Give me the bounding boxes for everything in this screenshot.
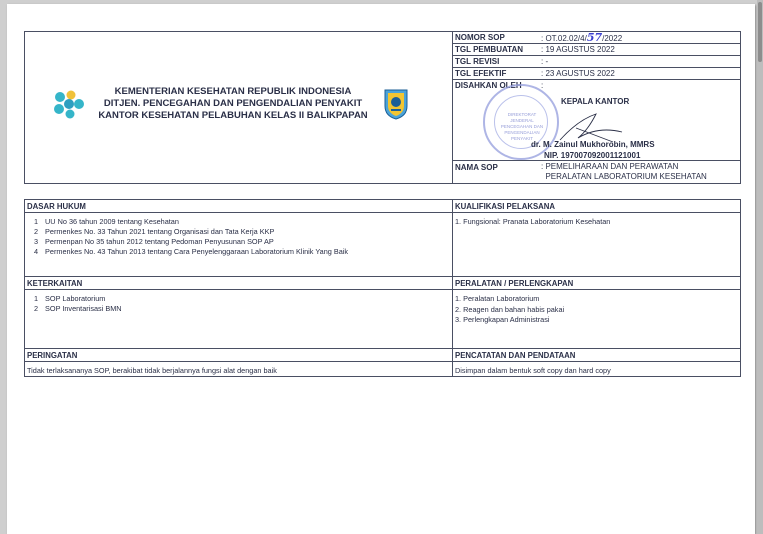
vertical-scrollbar[interactable] [757,0,763,534]
signer-nip: NIP. 197007092001121001 [544,151,641,160]
nomor-sop-label: NOMOR SOP [455,33,505,42]
keterkaitan-header: KETERKAITAN [25,277,452,290]
kualifikasi-list [455,217,610,228]
nomor-prefix: : OT.02.02/4/ [541,34,587,43]
tgl-pembuatan-label: TGL PEMBUATAN [455,45,523,54]
list-item: 1. Fungsional: Pranata Laboratorium Kesehatan [455,217,611,226]
institution-name [95,86,371,122]
dasar-hukum-list [29,217,348,257]
tgl-revisi-label: TGL REVISI [455,57,500,66]
list-item: 3. Perlengkapan Administrasi [455,315,550,324]
kualifikasi-header: KUALIFIKASI PELAKSANA [453,200,740,213]
list-item: 4 Permenkes No. 43 Tahun 2013 tentang Cara Penyelenggaraan Laboratorium Klinik Yang Baik [33,247,349,256]
document-page [7,4,755,534]
tgl-efektif-value: : 23 AGUSTUS 2022 [541,69,615,78]
institution-line1: KEMENTERIAN KESEHATAN REPUBLIK INDONESIA [114,86,352,97]
list-item: 2. Reagen dan bahan habis pakai [455,304,565,314]
stamp-text [497,112,547,142]
kepala-kantor-label: KEPALA KANTOR [561,97,630,106]
nama-sop-line2: PERALATAN LABORATORIUM KESEHATAN [541,172,707,181]
peralatan-header: PERALATAN / PERLENGKAPAN [453,277,740,290]
list-item: 1. Peralatan Laboratorium [455,294,540,303]
scrollbar-thumb[interactable] [758,2,762,62]
tgl-efektif-label: TGL EFEKTIF [455,69,507,78]
nama-sop-label: NAMA SOP [455,163,498,172]
tgl-efektif-row [453,68,740,80]
institution-line2: DITJEN. PENCEGAHAN DAN PENGENDALIAN PENYAKIT [103,98,363,109]
list-item: 2 SOP Inventarisasi BMN [33,304,122,313]
peralatan-list [455,294,564,326]
list-item: 2 Permenkes No. 33 Tahun 2021 tentang Organisasi dan Tata Kerja KKP [33,227,275,236]
disahkan-label: DISAHKAN OLEH [455,81,522,90]
pencatatan-header: PENCATATAN DAN PENDATAAN [453,349,740,362]
stamp-line3: PENGENDALIAN PENYAKIT [504,130,540,141]
nomor-sop-value [541,32,622,44]
sop-metadata [453,32,740,183]
nomor-sop-row [453,32,740,44]
peringatan-header: PERINGATAN [25,349,452,362]
tgl-revisi-value: : - [541,57,549,66]
list-item: 3 Permenpan No 35 tahun 2012 tentang Pedoman Penyusunan SOP AP [33,237,274,246]
nama-sop-value [541,162,707,182]
nomor-handwritten: 57 [586,31,603,44]
kemenkes-logo-icon [52,89,86,119]
dasar-hukum-header: DASAR HUKUM [25,200,452,213]
nomor-suffix: /2022 [602,34,623,43]
institution-block [25,32,453,183]
pencatatan-text: Disimpan dalam bentuk soft copy dan hard copy [455,366,611,375]
list-item: 1 UU No 36 tahun 2009 tentang Kesehatan [33,217,179,226]
sop-detail-table [24,199,741,377]
list-item: 1 SOP Laboratorium [33,294,106,303]
sop-header-table [24,31,741,184]
disahkan-row [453,80,740,161]
peringatan-text: Tidak terlaksananya SOP, berakibat tidak berjalannya fungsi alat dengan baik [27,366,277,375]
tgl-pembuatan-value: : 19 AGUSTUS 2022 [541,45,615,54]
stamp-line2: PENCEGAHAN DAN [500,124,544,129]
nama-sop-row [453,161,740,183]
tgl-pembuatan-row [453,44,740,56]
keterkaitan-list [29,294,122,314]
stamp-line1: DIREKTORAT JENDERAL [507,112,537,123]
balikpapan-emblem-icon [382,88,410,120]
tgl-revisi-row [453,56,740,68]
institution-line3: KANTOR KESEHATAN PELABUHAN KELAS II BALIKPAPAN [98,110,368,121]
disahkan-colon: : [541,81,544,90]
signer-name: dr. M. Zainul Mukhorobin, MMRS [531,140,655,149]
nama-sop-line1: : PEMELIHARAAN DAN PERAWATAN [541,162,679,171]
